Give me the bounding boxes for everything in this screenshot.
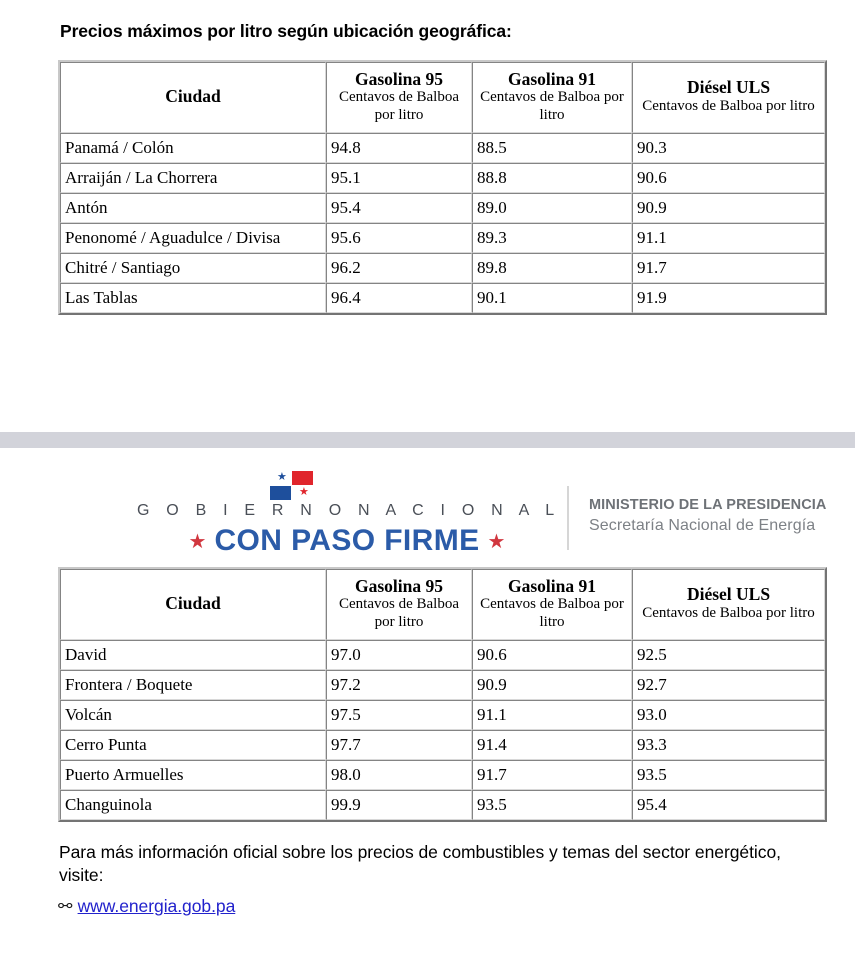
cell-g91: 93.5: [472, 790, 632, 820]
slogan-star-left-icon: ★: [188, 531, 207, 553]
header-label-gasolina-95: Gasolina 95: [354, 68, 443, 89]
page-title: Precios máximos por litro según ubicación geográfica:: [60, 21, 512, 41]
table-header-row: [60, 569, 825, 640]
table-row: [60, 670, 825, 700]
slogan-star-right-icon: ★: [487, 531, 506, 553]
cell-g95: 95.1: [326, 163, 472, 193]
cell-g95: 96.4: [326, 283, 472, 313]
link-chain-icon: ⚯: [58, 898, 73, 916]
flag-red-star-icon: ★: [299, 486, 309, 498]
table-row: [60, 760, 825, 790]
panama-flag-icon: [270, 471, 314, 502]
cell-g91: 90.1: [472, 283, 632, 313]
cell-g91: 91.7: [472, 760, 632, 790]
table-row: [60, 640, 825, 670]
table-header: [60, 569, 825, 640]
table-row: [60, 133, 825, 163]
logo-vertical-divider: [567, 486, 569, 550]
cell-city: Volcán: [60, 700, 326, 730]
logo-inner: [137, 468, 827, 560]
cell-city: Puerto Armuelles: [60, 760, 326, 790]
cell-city: Cerro Punta: [60, 730, 326, 760]
cell-g91: 91.1: [472, 700, 632, 730]
table-row: [60, 700, 825, 730]
header-cell-gasolina-95: [326, 569, 472, 640]
cell-g95: 94.8: [326, 133, 472, 163]
cell-city: Chitré / Santiago: [60, 253, 326, 283]
table-row: [60, 163, 825, 193]
cell-city: Panamá / Colón: [60, 133, 326, 163]
cell-city: Penonomé / Aguadulce / Divisa: [60, 223, 326, 253]
table-row: [60, 730, 825, 760]
cell-city: Frontera / Boquete: [60, 670, 326, 700]
cell-diesel: 91.7: [632, 253, 825, 283]
cell-diesel: 92.7: [632, 670, 825, 700]
header-sublabel-diesel-uls: Centavos de Balboa por litro: [642, 98, 815, 115]
table-header: [60, 62, 825, 133]
ministry-text-block: [589, 496, 827, 536]
header-sublabel-gasolina-95: Centavos de Balboa por litro: [339, 596, 459, 630]
price-table-region-1: [58, 60, 827, 315]
section-separator-band: [0, 432, 855, 448]
cell-g91: 90.9: [472, 670, 632, 700]
footer-text: Para más información oficial sobre los precios de combustibles y temas del sector energético, visite:: [59, 842, 781, 886]
price-table-region-2: [58, 567, 827, 822]
cell-city: Arraiján / La Chorrera: [60, 163, 326, 193]
footer: [59, 841, 804, 917]
cell-diesel: 90.3: [632, 133, 825, 163]
cell-g91: 90.6: [472, 640, 632, 670]
cell-diesel: 91.9: [632, 283, 825, 313]
flag-blue-star-icon: ★: [277, 471, 287, 483]
header-cell-gasolina-91: [472, 569, 632, 640]
header-label-gasolina-91: Gasolina 91: [507, 68, 596, 89]
header-sublabel-diesel-uls: Centavos de Balboa por litro: [642, 605, 815, 622]
cell-g91: 91.4: [472, 730, 632, 760]
cell-g95: 98.0: [326, 760, 472, 790]
ministry-name: MINISTERIO DE LA PRESIDENCIA: [589, 497, 827, 513]
header-sublabel-gasolina-95: Centavos de Balboa por litro: [339, 89, 459, 123]
header-label-city: Ciudad: [165, 86, 221, 106]
footer-link-row[interactable]: [59, 896, 804, 917]
table-row: [60, 790, 825, 820]
table-header-row: [60, 62, 825, 133]
cell-g91: 89.0: [472, 193, 632, 223]
cell-g95: 97.5: [326, 700, 472, 730]
cell-g95: 96.2: [326, 253, 472, 283]
cell-city: Antón: [60, 193, 326, 223]
cell-g95: 99.9: [326, 790, 472, 820]
cell-city: Las Tablas: [60, 283, 326, 313]
cell-g95: 95.4: [326, 193, 472, 223]
cell-diesel: 93.3: [632, 730, 825, 760]
header-label-diesel-uls: Diésel ULS: [686, 584, 771, 605]
cell-diesel: 93.5: [632, 760, 825, 790]
flag-quadrant-top-right: [292, 471, 313, 485]
table-body-region-1: [60, 133, 825, 313]
header-cell-diesel-uls: [632, 62, 825, 133]
cell-g91: 88.5: [472, 133, 632, 163]
cell-diesel: 91.1: [632, 223, 825, 253]
header-cell-diesel-uls: [632, 569, 825, 640]
secretariat-name: Secretaría Nacional de Energía: [589, 516, 816, 534]
header-cell-gasolina-95: [326, 62, 472, 133]
table-row: [60, 283, 825, 313]
cell-diesel: 90.6: [632, 163, 825, 193]
cell-g91: 89.8: [472, 253, 632, 283]
cell-g91: 88.8: [472, 163, 632, 193]
table-row: [60, 253, 825, 283]
cell-g95: 97.2: [326, 670, 472, 700]
header-cell-city: [60, 62, 326, 133]
government-logo-block: [0, 468, 855, 560]
header-label-city: Ciudad: [165, 593, 221, 613]
cell-g95: 95.6: [326, 223, 472, 253]
slogan-text: CON PASO FIRME: [214, 524, 480, 557]
header-label-diesel-uls: Diésel ULS: [686, 77, 771, 98]
cell-city: Changuinola: [60, 790, 326, 820]
header-cell-city: [60, 569, 326, 640]
cell-diesel: 92.5: [632, 640, 825, 670]
cell-diesel: 90.9: [632, 193, 825, 223]
energia-website-link[interactable]: www.energia.gob.pa: [77, 896, 236, 917]
cell-g95: 97.0: [326, 640, 472, 670]
logo-gobierno-nacional: G O B I E R N O N A C I O N A L: [137, 502, 561, 519]
header-sublabel-gasolina-91: Centavos de Balboa por litro: [480, 596, 624, 630]
flag-quadrant-bottom-left: [270, 486, 291, 500]
cell-g95: 97.7: [326, 730, 472, 760]
table-row: [60, 223, 825, 253]
header-label-gasolina-95: Gasolina 95: [354, 575, 443, 596]
cell-city: David: [60, 640, 326, 670]
header-label-gasolina-91: Gasolina 91: [507, 575, 596, 596]
table-row: [60, 193, 825, 223]
header-sublabel-gasolina-91: Centavos de Balboa por litro: [480, 89, 624, 123]
logo-slogan: [137, 524, 557, 558]
cell-diesel: 95.4: [632, 790, 825, 820]
header-cell-gasolina-91: [472, 62, 632, 133]
cell-g91: 89.3: [472, 223, 632, 253]
table-body-region-2: [60, 640, 825, 820]
cell-diesel: 93.0: [632, 700, 825, 730]
